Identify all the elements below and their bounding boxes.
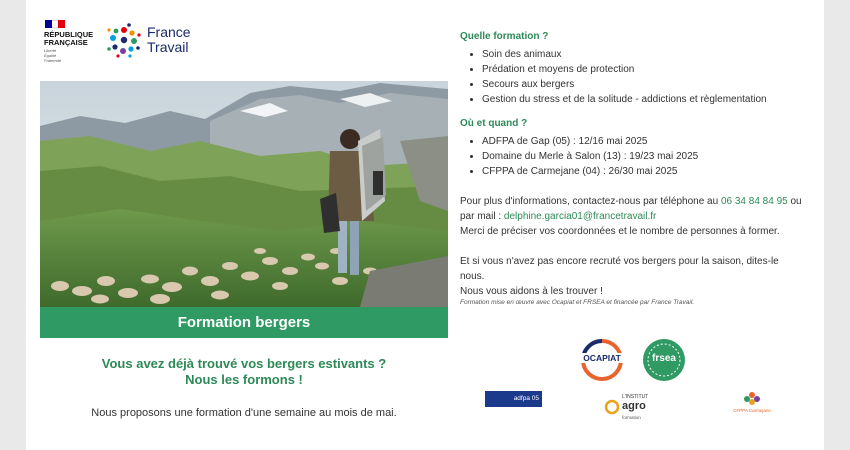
contact-mail-label: par mail : — [460, 211, 502, 222]
list-item: • ADFPA de Gap (05) : 12/16 mai 2025 — [482, 134, 810, 149]
france-travail-dots-icon — [105, 21, 143, 59]
institut-agro-logo — [604, 394, 674, 424]
what-title: Quelle formation ? — [460, 31, 549, 42]
where-list — [460, 134, 810, 179]
republique-francaise-logo — [44, 20, 100, 63]
intro-text: Nous proposons une formation d'une semaine au mois de mai. — [91, 407, 397, 419]
recruit-line-1: Et si vous n'avez pas encore recruté vos bergers pour la saison, dites-le nous. — [460, 256, 779, 282]
agro-small: L'INSTITUT — [622, 394, 649, 400]
lead-text — [40, 356, 448, 388]
list-item: • CFPPA de Carmejane (04) : 26/30 mai 2025 — [482, 164, 810, 179]
cfppa-flower-icon — [742, 390, 762, 406]
cfppa-name: CFPPA Carmejane — [733, 408, 771, 413]
lead-line-1: Vous avez déjà trouvé vos bergers estivants ? — [101, 356, 387, 371]
where-title: Où et quand ? — [460, 118, 528, 129]
list-item: • Secours aux bergers — [482, 77, 810, 92]
frsea-logo — [642, 338, 686, 382]
frsea-name: frsea — [652, 353, 676, 364]
contact-or: ou — [790, 196, 802, 207]
list-item: • Soin des animaux — [482, 47, 810, 62]
list-item: • Domaine du Merle à Salon (13) : 19/23 mai 2025 — [482, 149, 810, 164]
agro-leaf-icon — [604, 397, 620, 417]
france-travail-name: France Travail — [147, 24, 191, 55]
phone-number-link[interactable]: 06 34 84 84 95 — [720, 196, 788, 207]
agro-sub: formation — [622, 415, 641, 420]
shepherd-mountain-photo — [40, 81, 448, 307]
contact-note: Merci de préciser vos coordonnées et le nombre de personnes à former. — [460, 226, 780, 237]
formation-banner: Formation bergers — [40, 307, 448, 338]
adfpa-name: adfpa 05 — [513, 395, 539, 402]
contact-line-1 — [460, 194, 805, 209]
what-list — [460, 47, 810, 107]
contact-phone-label: Pour plus d'informations, contactez-nous par téléphone au — [460, 196, 719, 207]
training-details — [460, 31, 810, 179]
ocapiat-name: OCAPIAT — [577, 353, 627, 363]
ocapiat-logo — [577, 337, 627, 383]
contact-line-2 — [460, 209, 805, 224]
france-travail-logo — [105, 21, 191, 59]
recruit-block — [460, 254, 805, 299]
french-flag-icon — [45, 20, 65, 28]
recruit-line-2: Nous vous aidons à les trouver ! — [460, 286, 603, 297]
funding-footnote: Formation mise en œuvre avec Ocapiat et FRSEA et financée par France Travail. — [460, 299, 695, 306]
adfpa-logo — [485, 391, 542, 407]
rf-name: RÉPUBLIQUE FRANÇAISE — [44, 30, 94, 47]
email-link[interactable]: delphine.garcia01@francetravail.fr — [503, 211, 657, 222]
cfppa-logo — [732, 390, 772, 424]
mountain-landscape-image — [40, 81, 448, 307]
list-item: • Gestion du stress et de la solitude - addictions et règlementation — [482, 92, 810, 107]
lead-line-2: Nous les formons ! — [185, 372, 303, 387]
contact-block — [460, 194, 805, 239]
list-item: • Prédation et moyens de protection — [482, 62, 810, 77]
rf-motto: Liberté Égalité Fraternité — [44, 48, 62, 63]
agro-name: agro — [622, 400, 646, 412]
